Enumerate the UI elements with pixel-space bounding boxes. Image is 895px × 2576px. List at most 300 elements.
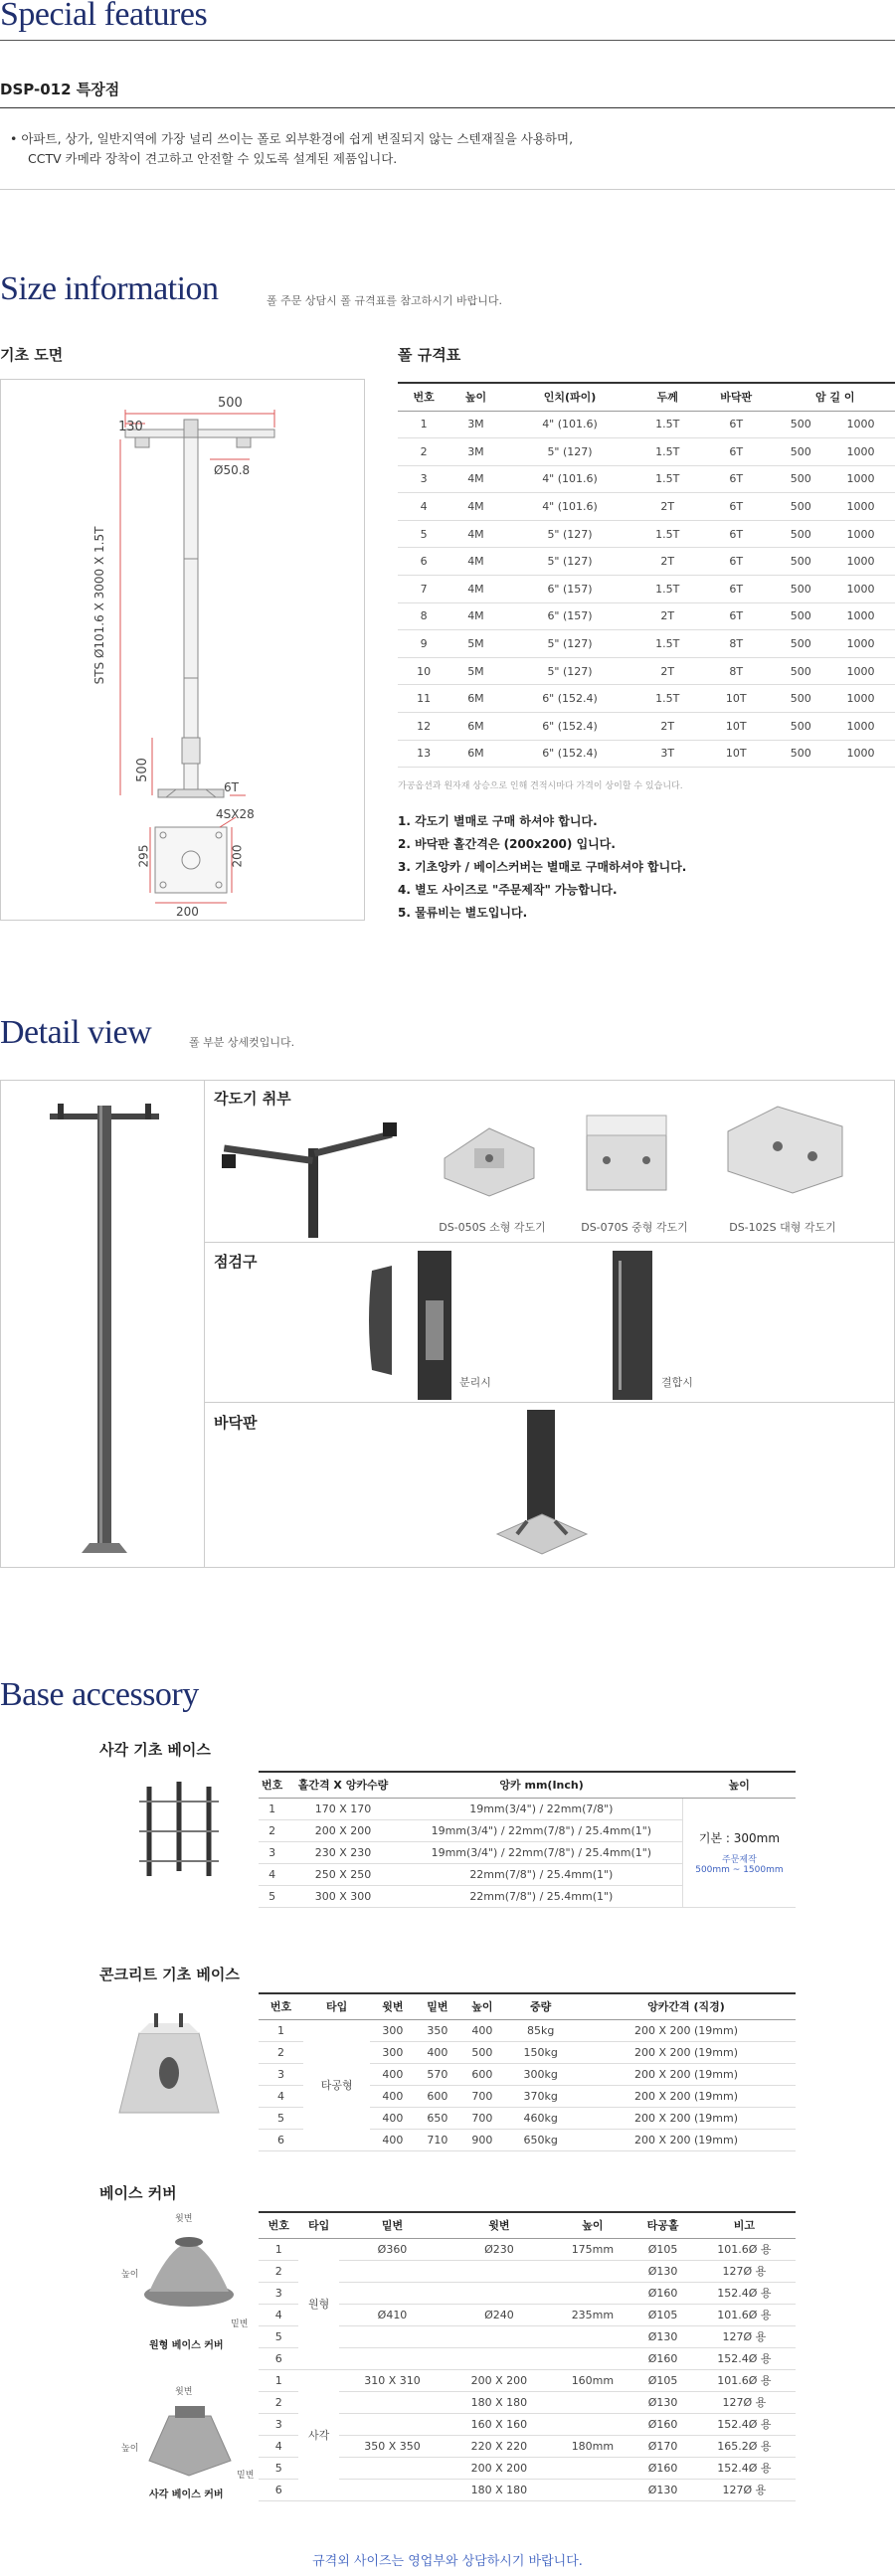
concrete-table-header: 타입 xyxy=(303,1993,370,2019)
table-row xyxy=(259,2282,796,2304)
table-cell: 570 xyxy=(415,2063,459,2085)
concrete-base-image xyxy=(109,2013,229,2133)
table-cell: 152.4Ø 용 xyxy=(693,2413,796,2435)
table-cell: 101.6Ø 용 xyxy=(693,2238,796,2260)
table-cell: 10T xyxy=(697,685,775,713)
table-row xyxy=(398,630,895,658)
table-cell: 400 xyxy=(370,2129,415,2150)
square-table-header: 홀간격 X 앙카수량 xyxy=(285,1772,401,1798)
table-cell: 200 X 200 (19mm) xyxy=(577,2019,796,2041)
table-cell: Ø230 xyxy=(446,2238,552,2260)
table-cell: 1000 xyxy=(826,411,895,438)
table-cell: 235mm xyxy=(553,2304,633,2325)
base-plate-image xyxy=(487,1410,597,1559)
table-cell: Ø160 xyxy=(632,2457,693,2479)
table-cell: 2T xyxy=(637,548,697,576)
table-cell: 1000 xyxy=(826,465,895,493)
table-cell: 1000 xyxy=(826,438,895,466)
table-cell: 2T xyxy=(637,713,697,741)
table-cell: 200 X 200 (19mm) xyxy=(577,2041,796,2063)
table-cell: 1.5T xyxy=(637,520,697,548)
table-cell: 6T xyxy=(697,438,775,466)
note-item: 4. 별도 사이즈로 "주문제작" 가능합니다. xyxy=(398,883,618,897)
table-cell: 200 X 200 xyxy=(446,2457,552,2479)
table-cell: 1000 xyxy=(826,493,895,521)
pole-table-label: 폴 규격표 xyxy=(398,346,461,364)
table-cell: 200 X 200 (19mm) xyxy=(577,2107,796,2129)
table-cell: Ø130 xyxy=(632,2479,693,2500)
pole-table-header: 두께 xyxy=(637,383,697,411)
table-cell: 3 xyxy=(398,465,449,493)
square-table-header: 높이 xyxy=(682,1772,796,1798)
detail-divider-2 xyxy=(204,1402,895,1403)
dim-200-h: 200 xyxy=(176,905,199,919)
pole-table-header: 높이 xyxy=(449,383,501,411)
table-row xyxy=(398,548,895,576)
table-cell: 1.5T xyxy=(637,685,697,713)
table-cell: 3M xyxy=(449,411,501,438)
hatch-joined-caption: 결합시 xyxy=(661,1376,693,1389)
table-cell xyxy=(553,2457,633,2479)
footer-note: 규격외 사이즈는 영업부와 상담하시기 바랍니다. xyxy=(312,2554,583,2569)
type-cell: 사각 xyxy=(298,2369,338,2500)
table-cell: 2 xyxy=(259,2391,298,2413)
table-cell: 500 xyxy=(775,438,826,466)
table-cell: 1000 xyxy=(826,576,895,603)
table-cell: 710 xyxy=(415,2129,459,2150)
table-row xyxy=(398,438,895,466)
pole-table-header: 번호 xyxy=(398,383,449,411)
table-row xyxy=(398,520,895,548)
table-cell: 900 xyxy=(459,2129,504,2150)
table-cell: 500 xyxy=(775,602,826,630)
table-cell xyxy=(339,2347,446,2369)
table-cell: Ø360 xyxy=(339,2238,446,2260)
dim-130: 130 xyxy=(118,420,143,434)
table-cell: 1000 xyxy=(826,630,895,658)
table-cell: 5M xyxy=(449,657,501,685)
concrete-table-header: 중량 xyxy=(504,1993,577,2019)
table-cell: 350 xyxy=(415,2019,459,2041)
table-cell: 310 X 310 xyxy=(339,2369,446,2391)
cover-table-header: 비고 xyxy=(693,2212,796,2238)
table-cell xyxy=(339,2457,446,2479)
round-cover-image xyxy=(139,2217,239,2312)
table-cell: 400 xyxy=(415,2041,459,2063)
table-row xyxy=(259,2019,796,2041)
note-item: 1. 각도기 별매로 구매 하셔야 합니다. xyxy=(398,814,598,828)
table-cell: 127Ø 용 xyxy=(693,2325,796,2347)
table-cell: 650 xyxy=(415,2107,459,2129)
custom-label: 주문제작 xyxy=(722,1855,757,1865)
table-cell: 2T xyxy=(637,657,697,685)
table-cell: 300 xyxy=(370,2019,415,2041)
table-cell: 6T xyxy=(697,493,775,521)
base-plate-title: 바닥판 xyxy=(214,1414,258,1432)
table-cell: 127Ø 용 xyxy=(693,2479,796,2500)
concrete-table-header: 윗변 xyxy=(370,1993,415,2019)
table-cell: 6M xyxy=(449,713,501,741)
table-cell: 200 X 200 xyxy=(446,2369,552,2391)
table-cell: 22mm(7/8") / 25.4mm(1") xyxy=(401,1885,683,1907)
table-cell: 3T xyxy=(637,740,697,768)
table-cell: 6" (157) xyxy=(502,602,638,630)
table-cell: Ø410 xyxy=(339,2304,446,2325)
table-cell: 10 xyxy=(398,657,449,685)
round-cover-bottom-label: 밑변 xyxy=(231,2319,249,2329)
round-cover-height-label: 높이 xyxy=(121,2270,139,2280)
table-cell: 180mm xyxy=(553,2435,633,2457)
concrete-table-header: 밑변 xyxy=(415,1993,459,2019)
table-cell: Ø130 xyxy=(632,2391,693,2413)
table-row xyxy=(398,657,895,685)
square-base-label: 사각 기초 베이스 xyxy=(99,1741,211,1759)
table-cell: 160mm xyxy=(553,2369,633,2391)
table-cell: 1 xyxy=(259,2019,303,2041)
table-cell xyxy=(553,2479,633,2500)
table-cell: 4 xyxy=(259,1863,285,1885)
table-cell xyxy=(339,2391,446,2413)
table-cell: 500 xyxy=(775,630,826,658)
square-base-image xyxy=(129,1777,229,1886)
table-cell: 175mm xyxy=(553,2238,633,2260)
table-cell: Ø170 xyxy=(632,2435,693,2457)
table-cell: 5 xyxy=(259,2107,303,2129)
table-cell: Ø160 xyxy=(632,2413,693,2435)
dim-508: Ø50.8 xyxy=(214,463,251,477)
table-cell: 4 xyxy=(259,2304,298,2325)
table-cell: 6M xyxy=(449,685,501,713)
table-cell: 9 xyxy=(398,630,449,658)
table-row xyxy=(398,576,895,603)
square-base-table xyxy=(259,1771,796,1908)
table-cell: 13 xyxy=(398,740,449,768)
dim-base-500: 500 xyxy=(134,758,150,782)
detail-divider-v xyxy=(204,1080,205,1568)
table-cell: 400 xyxy=(370,2085,415,2107)
table-cell: 1 xyxy=(259,1798,285,1819)
base-cover-label: 베이스 커버 xyxy=(99,2184,177,2202)
table-cell: 6 xyxy=(259,2347,298,2369)
table-cell: 5" (127) xyxy=(502,438,638,466)
table-cell: 4 xyxy=(259,2085,303,2107)
table-cell: 300kg xyxy=(504,2063,577,2085)
table-cell: 19mm(3/4") / 22mm(7/8") xyxy=(401,1798,683,1819)
hatch-separated-image xyxy=(358,1251,457,1400)
table-cell: 5 xyxy=(259,2457,298,2479)
custom-range: 500mm ~ 1500mm xyxy=(695,1865,784,1875)
square-table-header: 번호 xyxy=(259,1772,285,1798)
pole-spec-table xyxy=(398,382,895,768)
concrete-base-label: 콘크리트 기초 베이스 xyxy=(99,1966,240,1983)
table-cell: 500 xyxy=(775,713,826,741)
table-cell: Ø130 xyxy=(632,2260,693,2282)
table-row xyxy=(398,713,895,741)
foundation-drawing xyxy=(0,379,365,921)
table-cell xyxy=(339,2282,446,2304)
table-cell: 19mm(3/4") / 22mm(7/8") / 25.4mm(1") xyxy=(401,1841,683,1863)
table-cell: 500 xyxy=(775,493,826,521)
table-row xyxy=(259,2238,796,2260)
table-cell: 4M xyxy=(449,520,501,548)
table-row xyxy=(259,1798,796,1819)
table-cell: 5M xyxy=(449,630,501,658)
table-cell: 700 xyxy=(459,2085,504,2107)
table-cell: 400 xyxy=(459,2019,504,2041)
table-cell: 4" (101.6) xyxy=(502,465,638,493)
table-cell: 1000 xyxy=(826,602,895,630)
table-cell: 170 X 170 xyxy=(285,1798,401,1819)
round-cover-name: 원형 베이스 커버 xyxy=(149,2340,224,2351)
table-cell: 200 X 200 (19mm) xyxy=(577,2129,796,2150)
table-cell: 6T xyxy=(697,602,775,630)
table-cell: 150kg xyxy=(504,2041,577,2063)
table-cell: 127Ø 용 xyxy=(693,2260,796,2282)
table-cell: 200 X 200 (19mm) xyxy=(577,2085,796,2107)
base-accessory-title: Base accessory xyxy=(0,1676,199,1713)
table-cell: 400 xyxy=(370,2107,415,2129)
dim-6t: 6T xyxy=(224,780,239,794)
table-cell xyxy=(553,2413,633,2435)
table-cell xyxy=(339,2260,446,2282)
table-cell xyxy=(339,2479,446,2500)
table-cell: 500 xyxy=(775,576,826,603)
table-cell: 10T xyxy=(697,713,775,741)
type-cell: 타공형 xyxy=(303,2019,370,2150)
table-cell: 6" (152.4) xyxy=(502,685,638,713)
dim-200-v: 200 xyxy=(230,844,245,868)
height-default: 기본 : 300mm xyxy=(698,1831,781,1845)
table-cell: 3M xyxy=(449,438,501,466)
table-cell: 160 X 160 xyxy=(446,2413,552,2435)
square-cover-image xyxy=(139,2391,239,2481)
table-cell: 1 xyxy=(259,2369,298,2391)
dim-500-top: 500 xyxy=(218,396,243,411)
table-cell: 152.4Ø 용 xyxy=(693,2457,796,2479)
table-row xyxy=(259,2260,796,2282)
special-title: Special features xyxy=(0,0,208,33)
type-cell: 원형 xyxy=(298,2238,338,2369)
table-cell: 300 xyxy=(370,2041,415,2063)
table-cell: 6" (157) xyxy=(502,576,638,603)
small-bracket-caption: DS-050S 소형 각도기 xyxy=(439,1221,546,1234)
size-subtitle: 폴 주문 상담시 폴 규격표를 참고하시기 바랍니다. xyxy=(267,294,502,307)
table-cell: Ø105 xyxy=(632,2238,693,2260)
note-item: 5. 물류비는 별도입니다. xyxy=(398,906,528,920)
dim-hole: 4SX28 xyxy=(216,807,255,821)
cover-table-header: 번호 xyxy=(259,2212,298,2238)
table-cell: 6 xyxy=(398,548,449,576)
table-row xyxy=(259,2435,796,2457)
table-cell: 400 xyxy=(370,2063,415,2085)
table-cell: 4 xyxy=(259,2435,298,2457)
table-cell: 600 xyxy=(459,2063,504,2085)
table-cell: 5 xyxy=(259,2325,298,2347)
table-cell: 200 X 200 xyxy=(285,1819,401,1841)
cover-table-header: 윗변 xyxy=(446,2212,552,2238)
table-cell: 12 xyxy=(398,713,449,741)
table-cell: 10T xyxy=(697,740,775,768)
table-cell xyxy=(339,2325,446,2347)
table-cell: 4" (101.6) xyxy=(502,493,638,521)
table-cell: 6T xyxy=(697,411,775,438)
table-cell: 300 X 300 xyxy=(285,1885,401,1907)
table-cell: Ø160 xyxy=(632,2347,693,2369)
cover-table-header: 타입 xyxy=(298,2212,338,2238)
table-cell: 1.5T xyxy=(637,576,697,603)
hatch-separated-caption: 분리시 xyxy=(459,1376,491,1389)
table-cell: Ø240 xyxy=(446,2304,552,2325)
table-cell: 1.5T xyxy=(637,438,697,466)
table-row xyxy=(259,2325,796,2347)
table-cell: 220 X 220 xyxy=(446,2435,552,2457)
table-cell: 500 xyxy=(775,465,826,493)
table-cell: 6T xyxy=(697,548,775,576)
detail-subtitle: 폴 부분 상세컷입니다. xyxy=(189,1036,295,1049)
pole-table-header: 바닥판 xyxy=(697,383,775,411)
table-cell: 5 xyxy=(398,520,449,548)
table-cell: 600 xyxy=(415,2085,459,2107)
table-cell: 500 xyxy=(775,740,826,768)
size-title: Size information xyxy=(0,270,219,307)
table-cell: 500 xyxy=(775,657,826,685)
table-cell: 2 xyxy=(398,438,449,466)
table-cell: Ø105 xyxy=(632,2304,693,2325)
table-row xyxy=(398,685,895,713)
table-cell: 1000 xyxy=(826,685,895,713)
table-cell: 500 xyxy=(775,520,826,548)
table-cell: 350 X 350 xyxy=(339,2435,446,2457)
pole-notes xyxy=(398,810,686,925)
detail-title: Detail view xyxy=(0,1014,152,1051)
table-cell: 180 X 180 xyxy=(446,2479,552,2500)
table-row xyxy=(259,2304,796,2325)
square-cover-height-label: 높이 xyxy=(121,2444,139,2454)
square-table-header: 앙카 mm(Inch) xyxy=(401,1772,683,1798)
hatch-title: 점검구 xyxy=(214,1253,258,1271)
table-cell: 152.4Ø 용 xyxy=(693,2282,796,2304)
table-cell: 180 X 180 xyxy=(446,2391,552,2413)
cover-table-header: 밑변 xyxy=(339,2212,446,2238)
table-cell: 1000 xyxy=(826,740,895,768)
table-cell: 4M xyxy=(449,465,501,493)
table-cell: 6M xyxy=(449,740,501,768)
table-cell: 5" (127) xyxy=(502,548,638,576)
pole-table-header: 인치(파이) xyxy=(502,383,638,411)
table-cell xyxy=(446,2282,552,2304)
table-cell: 101.6Ø 용 xyxy=(693,2369,796,2391)
square-cover-top-label: 윗변 xyxy=(175,2387,193,2397)
table-cell: 200 X 200 (19mm) xyxy=(577,2063,796,2085)
concrete-table-header: 앙카간격 (직경) xyxy=(577,1993,796,2019)
table-cell: 6 xyxy=(259,2129,303,2150)
pole-table-note: 가공옵션과 원자재 상승으로 인해 견적시마다 가격이 상이할 수 있습니다. xyxy=(398,781,683,791)
table-cell: 4" (101.6) xyxy=(502,411,638,438)
table-cell: 1000 xyxy=(826,520,895,548)
table-row xyxy=(398,465,895,493)
table-cell: 4M xyxy=(449,602,501,630)
table-cell: 1.5T xyxy=(637,411,697,438)
square-cover-name: 사각 베이스 커버 xyxy=(149,2490,224,2500)
table-row xyxy=(398,602,895,630)
square-cover-bottom-label: 밑변 xyxy=(237,2471,255,2481)
table-cell: 19mm(3/4") / 22mm(7/8") / 25.4mm(1") xyxy=(401,1819,683,1841)
table-cell: 500 xyxy=(459,2041,504,2063)
medium-bracket-caption: DS-070S 중형 각도기 xyxy=(581,1221,688,1234)
table-cell: 127Ø 용 xyxy=(693,2391,796,2413)
table-row xyxy=(259,2479,796,2500)
bracket-title: 각도기 취부 xyxy=(214,1090,291,1108)
table-cell: 1.5T xyxy=(637,630,697,658)
table-cell: Ø130 xyxy=(632,2325,693,2347)
table-row xyxy=(259,2369,796,2391)
table-cell: 700 xyxy=(459,2107,504,2129)
table-cell: 11 xyxy=(398,685,449,713)
table-cell: 1000 xyxy=(826,713,895,741)
table-cell: 4M xyxy=(449,548,501,576)
table-cell xyxy=(553,2391,633,2413)
concrete-table-header: 번호 xyxy=(259,1993,303,2019)
table-row xyxy=(259,2457,796,2479)
detail-divider-1 xyxy=(204,1242,895,1243)
table-cell: 6" (152.4) xyxy=(502,713,638,741)
table-cell: 5" (127) xyxy=(502,520,638,548)
table-cell: 650kg xyxy=(504,2129,577,2150)
table-cell: 3 xyxy=(259,1841,285,1863)
small-bracket-image xyxy=(435,1118,544,1198)
table-cell: 4 xyxy=(398,493,449,521)
table-cell: 5 xyxy=(259,1885,285,1907)
table-cell: 230 X 230 xyxy=(285,1841,401,1863)
table-cell: 370kg xyxy=(504,2085,577,2107)
table-row xyxy=(259,2347,796,2369)
height-cell xyxy=(682,1798,796,1907)
table-cell xyxy=(553,2347,633,2369)
table-cell: 500 xyxy=(775,411,826,438)
table-row xyxy=(398,493,895,521)
table-cell: 8T xyxy=(697,630,775,658)
feature-bullet: • 아파트, 상가, 일반지역에 가장 널리 쓰이는 폴로 외부환경에 쉽게 변질되지 않는 스텐재질을 사용하며, CCTV 카메라 장착이 견고하고 안전할 수 있도록 설계된 제품입니다. xyxy=(10,131,574,166)
table-cell: 250 X 250 xyxy=(285,1863,401,1885)
table-row xyxy=(398,740,895,768)
table-cell: 4M xyxy=(449,576,501,603)
table-cell: Ø105 xyxy=(632,2369,693,2391)
table-cell: 3 xyxy=(259,2063,303,2085)
table-cell: 500 xyxy=(775,685,826,713)
note-item: 2. 바닥판 홀간격은 (200x200) 입니다. xyxy=(398,837,616,851)
drawing-label: 기초 도면 xyxy=(0,346,64,364)
large-bracket-caption: DS-102S 대형 각도기 xyxy=(729,1221,836,1234)
table-cell: 2 xyxy=(259,2041,303,2063)
table-cell xyxy=(446,2347,552,2369)
concrete-table-header: 높이 xyxy=(459,1993,504,2019)
table-cell: 5" (127) xyxy=(502,657,638,685)
table-cell: 1000 xyxy=(826,548,895,576)
table-cell: 3 xyxy=(259,2282,298,2304)
table-cell: 85kg xyxy=(504,2019,577,2041)
table-cell: 22mm(7/8") / 25.4mm(1") xyxy=(401,1863,683,1885)
table-cell: 4M xyxy=(449,493,501,521)
table-cell xyxy=(553,2260,633,2282)
table-cell: 7 xyxy=(398,576,449,603)
table-cell: 152.4Ø 용 xyxy=(693,2347,796,2369)
table-cell: 500 xyxy=(775,548,826,576)
table-cell: 1 xyxy=(259,2238,298,2260)
hatch-joined-image xyxy=(609,1251,658,1400)
table-cell: 6T xyxy=(697,576,775,603)
model-name: DSP-012 특장점 xyxy=(0,81,120,98)
pole-table-header: 암 길 이 xyxy=(775,383,895,411)
